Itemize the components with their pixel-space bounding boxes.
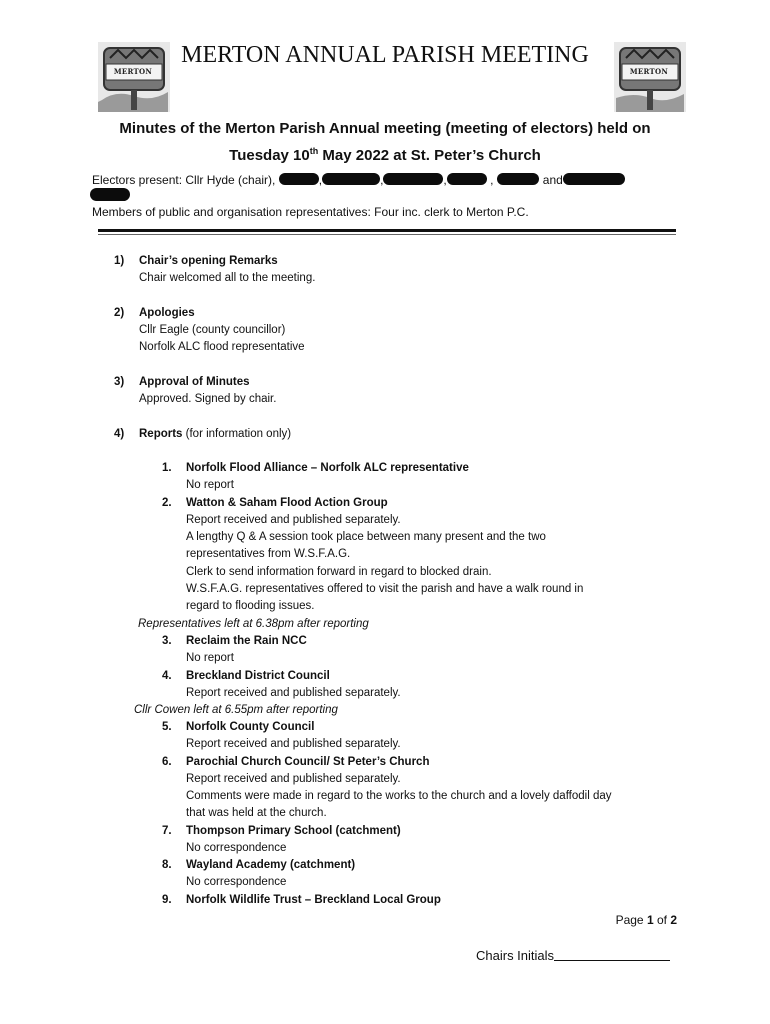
item-title-note: (for information only) <box>182 428 292 440</box>
page-title: MERTON ANNUAL PARISH MEETING <box>181 42 589 68</box>
village-sign-right <box>612 40 688 114</box>
minutes-heading-line2 <box>60 140 710 167</box>
redaction <box>497 173 539 185</box>
report-title: Norfolk Flood Alliance – Norfolk ALC representative <box>186 462 469 474</box>
item-number: 3) <box>114 376 125 388</box>
report-number: 5. <box>162 721 172 733</box>
report-text: Report received and published separately. <box>186 738 401 750</box>
electors-present: Electors present: Cllr Hyde (chair), , , , , and <box>92 172 692 188</box>
item-title <box>139 426 291 443</box>
item-text: Chair welcomed all to the meeting. <box>139 272 316 284</box>
item-number: 4) <box>114 428 125 440</box>
item-text: Approved. Signed by chair. <box>139 393 277 405</box>
report-text: No report <box>186 652 234 664</box>
report-text: that was held at the church. <box>186 807 327 819</box>
redaction <box>279 173 319 185</box>
item-number: 2) <box>114 307 125 319</box>
item-number: 1) <box>114 255 125 267</box>
page-current: 1 <box>646 913 654 927</box>
electors-prefix: Electors present: Cllr Hyde (chair), <box>92 173 276 187</box>
report-title: Watton & Saham Flood Action Group <box>186 497 388 509</box>
item-title: Apologies <box>139 307 195 319</box>
redaction <box>322 173 380 185</box>
minutes-heading-line1: Minutes of the Merton Parish Annual meeting (meeting of electors) held on <box>119 120 651 137</box>
page-total: 2 <box>670 913 677 927</box>
redaction <box>447 173 487 185</box>
page-of: of <box>653 913 671 927</box>
heading-date-post: May 2022 at St. Peter’s Church <box>318 147 541 164</box>
heading-date-pre: Tuesday 10 <box>229 147 310 164</box>
report-text: regard to flooding issues. <box>186 600 315 612</box>
report-title: Reclaim the Rain NCC <box>186 635 307 647</box>
report-number: 9. <box>162 894 172 906</box>
electors-and: and <box>542 173 563 187</box>
chairs-initials <box>476 948 670 963</box>
page-prefix: Page <box>615 913 647 927</box>
redaction <box>90 188 130 201</box>
item-title: Chair’s opening Remarks <box>139 255 278 267</box>
redaction <box>563 173 625 185</box>
report-title: Breckland District Council <box>186 670 330 682</box>
page-number <box>616 913 677 927</box>
report-number: 2. <box>162 497 172 509</box>
report-number: 3. <box>162 635 172 647</box>
members-present: Members of public and organisation representatives: Four inc. clerk to Merton P.C. <box>92 205 529 219</box>
departure-note: Cllr Cowen left at 6.55pm after reporting <box>134 704 338 716</box>
report-text: Report received and published separately. <box>186 687 401 699</box>
report-title: Norfolk Wildlife Trust – Breckland Local Group <box>186 894 441 906</box>
report-text: No report <box>186 479 234 491</box>
chairs-initials-label: Chairs Initials <box>476 948 555 963</box>
report-text: representatives from W.S.F.A.G. <box>186 548 351 560</box>
report-text: No correspondence <box>186 876 287 888</box>
report-number: 6. <box>162 756 172 768</box>
report-number: 4. <box>162 670 172 682</box>
minutes-heading <box>60 118 710 167</box>
divider <box>98 229 676 232</box>
report-title: Parochial Church Council/ St Peter’s Church <box>186 756 430 768</box>
redaction <box>383 173 443 185</box>
report-title: Norfolk County Council <box>186 721 315 733</box>
sign-label: MERTON <box>113 67 153 76</box>
report-number: 8. <box>162 859 172 871</box>
report-title: Wayland Academy (catchment) <box>186 859 356 871</box>
divider <box>98 234 676 235</box>
initials-signature-line <box>554 948 670 961</box>
report-text: A lengthy Q & A session took place between many present and the two <box>186 531 546 543</box>
report-text: Clerk to send information forward in regard to blocked drain. <box>186 566 492 578</box>
report-text: Report received and published separately. <box>186 514 401 526</box>
item-text: Norfolk ALC flood representative <box>139 341 305 353</box>
report-text: W.S.F.A.G. representatives offered to visit the parish and have a walk round in <box>186 583 584 595</box>
report-text: Comments were made in regard to the works to the church and a lovely daffodil day <box>186 790 612 802</box>
report-title: Thompson Primary School (catchment) <box>186 825 401 837</box>
report-text: Report received and published separately. <box>186 773 401 785</box>
report-number: 1. <box>162 462 172 474</box>
heading-date-sup: th <box>309 146 319 156</box>
item-text: Cllr Eagle (county councillor) <box>139 324 286 336</box>
departure-note: Representatives left at 6.38pm after reporting <box>138 618 369 630</box>
item-title: Approval of Minutes <box>139 376 250 388</box>
report-text: No correspondence <box>186 842 287 854</box>
sign-label: MERTON <box>629 67 669 76</box>
item-title-bold: Reports <box>139 428 183 440</box>
report-number: 7. <box>162 825 172 837</box>
